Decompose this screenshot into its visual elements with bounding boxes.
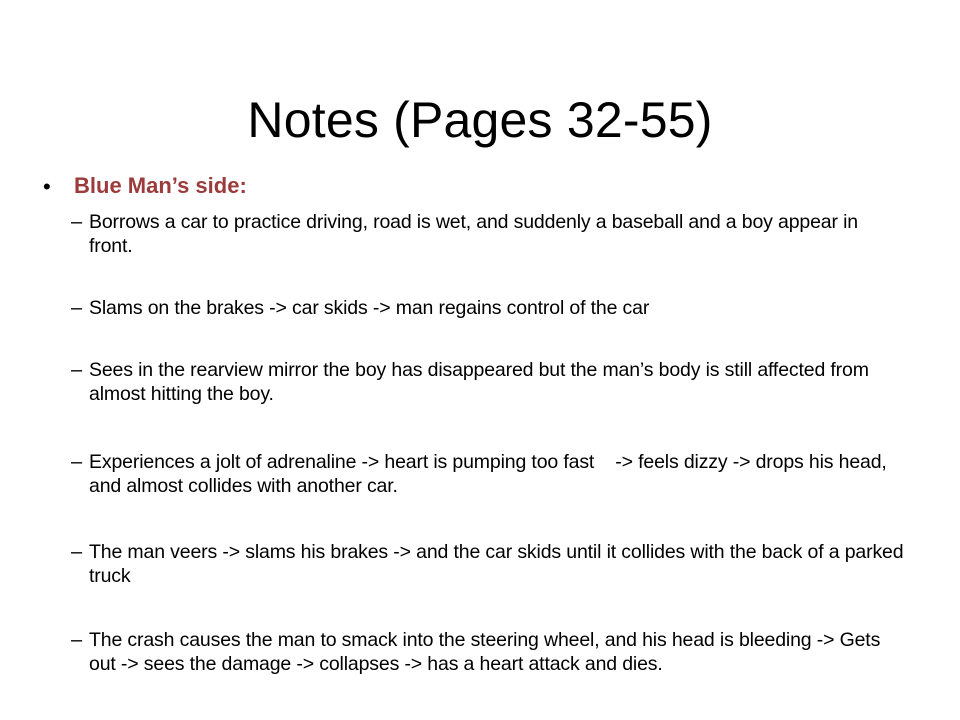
dash-icon: – [71, 359, 83, 381]
dash-icon: – [71, 541, 83, 563]
bullet-blue-mans-side [0, 170, 960, 204]
sub-bullet-text: The crash causes the man to smack into the steering wheel, and his head is bleeding -> Gets out -> sees the damage -> collapses -> has a heart attack and dies. [89, 629, 881, 675]
bullet-heading: Blue Man’s side: [74, 173, 247, 198]
sub-bullet-text: Borrows a car to practice driving, road is wet, and suddenly a baseball and a boy appear in front. [89, 211, 858, 257]
sub-bullet-text: Sees in the rearview mirror the boy has disappeared but the man’s body is still affected from almost hitting the boy. [89, 359, 869, 405]
bullet-dot-icon: • [43, 174, 51, 199]
sub-bullet-text: Slams on the brakes -> car skids -> man regains control of the car [89, 297, 650, 319]
dash-icon: – [71, 451, 83, 473]
sub-bullet-text: The man veers -> slams his brakes -> and the car skids until it collides with the back of a parked truck [89, 541, 904, 587]
dash-icon: – [71, 629, 83, 651]
slide-title: Notes (Pages 32-55) [247, 92, 713, 148]
dash-icon: – [71, 211, 83, 233]
sub-bullet-text: Experiences a jolt of adrenaline -> heart is pumping too fast -> feels dizzy -> drops his head, and almost collides with another car. [89, 451, 892, 497]
dash-icon: – [71, 297, 83, 319]
